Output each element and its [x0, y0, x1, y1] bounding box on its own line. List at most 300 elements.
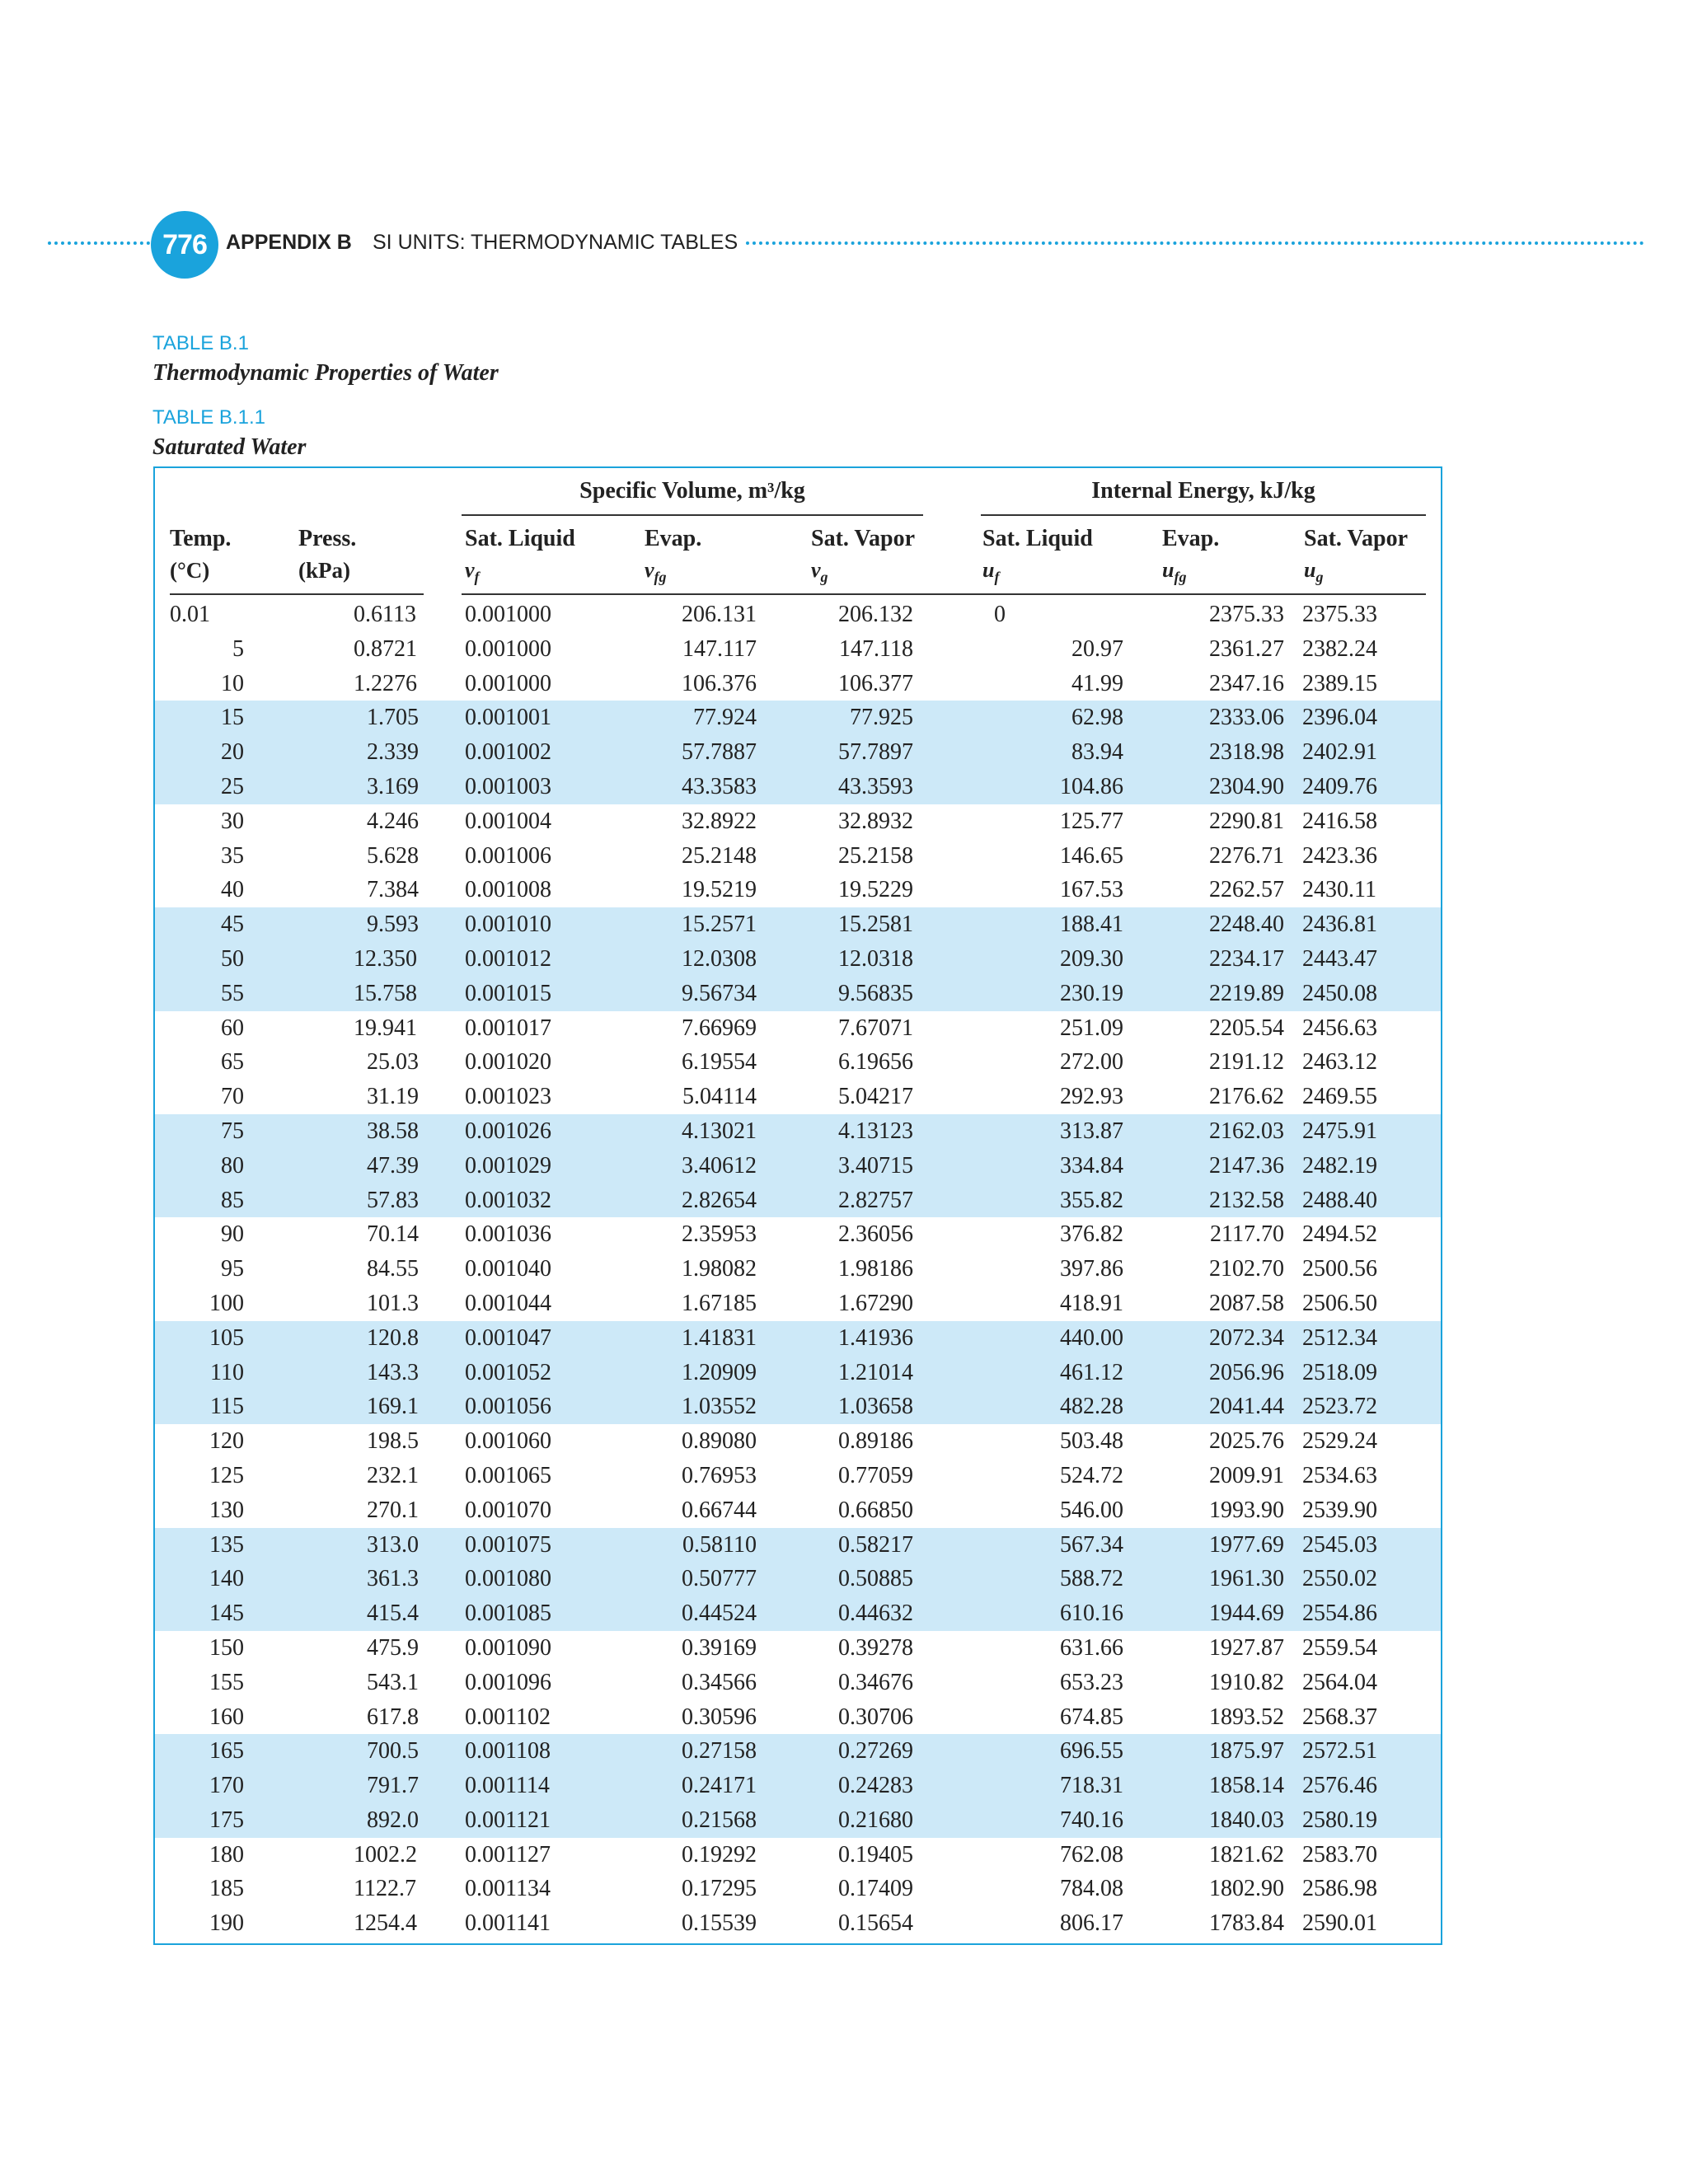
cell-uf: 334.84	[1060, 1152, 1123, 1179]
cell-ug: 2550.02	[1302, 1566, 1377, 1592]
cell-vg: 6.19656	[838, 1049, 913, 1076]
cell-uf: 41.99	[1071, 670, 1123, 696]
cell-vg: 0.58217	[838, 1531, 913, 1558]
table-row	[155, 1528, 1441, 1563]
cell-temp: 95	[221, 1256, 244, 1282]
header-rule-right	[462, 593, 1426, 595]
cell-vf: 0.001000	[465, 602, 551, 627]
cell-press: 9.593	[367, 912, 419, 938]
cell-vf: 0.001003	[465, 773, 551, 799]
header-rule-left	[170, 593, 424, 595]
cell-ug: 2450.08	[1302, 980, 1377, 1006]
cell-temp: 35	[221, 842, 244, 869]
cell-vg: 0.17409	[838, 1876, 913, 1902]
cell-temp: 40	[221, 877, 244, 903]
cell-vf: 0.001010	[465, 912, 551, 938]
cell-ufg: 2290.81	[1209, 808, 1284, 834]
table-row	[155, 1011, 1441, 1046]
cell-temp: 30	[221, 808, 244, 834]
cell-uf: 272.00	[1060, 1049, 1123, 1076]
cell-vg: 0.39278	[838, 1634, 913, 1661]
cell-vfg: 106.376	[682, 670, 757, 696]
cell-uf: 376.82	[1060, 1221, 1123, 1248]
cell-vg: 0.21680	[838, 1807, 913, 1833]
cell-ufg: 2132.58	[1209, 1187, 1284, 1213]
cell-ug: 2475.91	[1302, 1118, 1377, 1144]
cell-vf: 0.001070	[465, 1497, 551, 1523]
table-label: TABLE B.1	[152, 332, 249, 354]
table-row	[155, 1149, 1441, 1183]
col-symbol-vfg: $v_{fg}$	[645, 558, 667, 586]
cell-vg: 1.67290	[838, 1290, 913, 1316]
cell-vg: 106.377	[838, 670, 913, 696]
header-dots-right	[746, 241, 1644, 245]
table-row	[155, 873, 1441, 907]
cell-vfg: 12.0308	[682, 945, 757, 972]
section-title: SI UNITS: THERMODYNAMIC TABLES	[373, 231, 738, 254]
cell-uf: 440.00	[1060, 1324, 1123, 1351]
cell-temp: 45	[221, 912, 244, 938]
table-row	[155, 1459, 1441, 1493]
cell-vf: 0.001085	[465, 1601, 551, 1627]
cell-press: 475.9	[367, 1634, 419, 1661]
table-row	[155, 1803, 1441, 1838]
cell-temp: 185	[209, 1876, 244, 1902]
cell-vg: 12.0318	[838, 945, 913, 972]
cell-ufg: 1993.90	[1209, 1497, 1284, 1523]
cell-vg: 15.2581	[838, 912, 913, 938]
cell-vg: 1.21014	[838, 1359, 913, 1385]
cell-press: 0.6113	[354, 602, 416, 627]
cell-ufg: 1858.14	[1209, 1773, 1284, 1799]
cell-uf: 83.94	[1071, 739, 1123, 766]
cell-vg: 57.7897	[838, 739, 913, 766]
cell-temp: 125	[209, 1462, 244, 1488]
cell-ufg: 2262.57	[1209, 877, 1284, 903]
cell-uf: 610.16	[1060, 1601, 1123, 1627]
cell-uf: 355.82	[1060, 1187, 1123, 1213]
table-row	[155, 804, 1441, 839]
cell-ug: 2423.36	[1302, 842, 1377, 869]
cell-ufg: 1802.90	[1209, 1876, 1284, 1902]
table-row	[155, 1390, 1441, 1424]
cell-press: 1254.4	[354, 1910, 417, 1937]
cell-ug: 2430.11	[1302, 877, 1376, 903]
cell-ug: 2534.63	[1302, 1462, 1377, 1488]
cell-press: 169.1	[367, 1394, 419, 1420]
cell-press: 25.03	[367, 1049, 419, 1076]
cell-temp: 150	[209, 1634, 244, 1661]
cell-ug: 2590.01	[1302, 1910, 1377, 1937]
cell-ufg: 2234.17	[1209, 945, 1284, 972]
cell-vfg: 2.82654	[682, 1187, 757, 1213]
cell-press: 1122.7	[354, 1876, 416, 1902]
table-body	[155, 598, 1441, 1941]
cell-ufg: 2072.34	[1209, 1324, 1284, 1351]
cell-vg: 4.13123	[838, 1118, 913, 1144]
cell-temp: 175	[209, 1807, 244, 1833]
cell-uf: 806.17	[1060, 1910, 1123, 1937]
cell-vfg: 19.5219	[682, 877, 757, 903]
cell-ug: 2375.33	[1302, 602, 1377, 627]
page-number-badge: 776	[151, 211, 218, 279]
cell-ug: 2523.72	[1302, 1394, 1377, 1420]
cell-press: 7.384	[367, 877, 419, 903]
cell-uf: 20.97	[1071, 635, 1123, 662]
cell-vf: 0.001114	[465, 1773, 550, 1799]
cell-ug: 2583.70	[1302, 1841, 1377, 1868]
cell-temp: 170	[209, 1773, 244, 1799]
table-row	[155, 1838, 1441, 1872]
cell-vf: 0.001026	[465, 1118, 551, 1144]
cell-uf: 0	[994, 602, 1006, 627]
cell-vfg: 0.89080	[682, 1428, 757, 1455]
cell-ufg: 2205.54	[1209, 1015, 1284, 1041]
cell-vf: 0.001000	[465, 635, 551, 662]
table-row	[155, 1596, 1441, 1631]
cell-uf: 251.09	[1060, 1015, 1123, 1041]
cell-ug: 2559.54	[1302, 1634, 1377, 1661]
cell-temp: 100	[209, 1290, 244, 1316]
cell-vf: 0.001002	[465, 739, 551, 766]
cell-uf: 696.55	[1060, 1738, 1123, 1765]
cell-ug: 2463.12	[1302, 1049, 1377, 1076]
cell-press: 84.55	[367, 1256, 419, 1282]
cell-temp: 180	[209, 1841, 244, 1868]
cell-ug: 2409.76	[1302, 773, 1377, 799]
cell-uf: 784.08	[1060, 1876, 1123, 1902]
cell-vg: 0.24283	[838, 1773, 913, 1799]
group-header-internal-energy: Internal Energy, kJ/kg	[1091, 478, 1315, 504]
cell-vfg: 147.117	[682, 635, 757, 662]
cell-press: 415.4	[367, 1601, 419, 1627]
cell-vfg: 6.19554	[682, 1049, 757, 1076]
cell-ug: 2529.24	[1302, 1428, 1377, 1455]
cell-temp: 155	[209, 1669, 244, 1695]
cell-vf: 0.001056	[465, 1394, 551, 1420]
table-row	[155, 977, 1441, 1011]
table-row	[155, 907, 1441, 942]
cell-vf: 0.001001	[465, 705, 551, 731]
table-row	[155, 632, 1441, 667]
cell-temp: 140	[209, 1566, 244, 1592]
cell-press: 120.8	[367, 1324, 419, 1351]
cell-uf: 631.66	[1060, 1634, 1123, 1661]
cell-ug: 2396.04	[1302, 705, 1377, 731]
cell-temp: 115	[210, 1394, 244, 1420]
group-header-specific-volume: Specific Volume, m³/kg	[579, 478, 805, 504]
cell-temp: 80	[221, 1152, 244, 1179]
cell-vfg: 0.39169	[682, 1634, 757, 1661]
cell-temp: 120	[209, 1428, 244, 1455]
table-row	[155, 1183, 1441, 1218]
cell-temp: 55	[221, 980, 244, 1006]
cell-temp: 135	[209, 1531, 244, 1558]
cell-temp: 70	[221, 1084, 244, 1110]
table-row	[155, 1700, 1441, 1735]
cell-press: 19.941	[354, 1015, 417, 1041]
table-row	[155, 839, 1441, 874]
table-row	[155, 598, 1441, 632]
cell-vf: 0.001036	[465, 1221, 551, 1248]
cell-vf: 0.001040	[465, 1256, 551, 1282]
cell-vfg: 57.7887	[682, 739, 757, 766]
appendix-label: APPENDIX B	[226, 231, 352, 254]
cell-vfg: 0.34566	[682, 1669, 757, 1695]
cell-vg: 5.04217	[838, 1084, 913, 1110]
cell-ufg: 1961.30	[1209, 1566, 1284, 1592]
cell-ug: 2500.56	[1302, 1256, 1377, 1282]
cell-temp: 50	[221, 945, 244, 972]
cell-uf: 482.28	[1060, 1394, 1123, 1420]
cell-temp: 10	[221, 670, 244, 696]
cell-press: 2.339	[367, 739, 419, 766]
cell-vg: 1.03658	[838, 1394, 913, 1420]
cell-press: 12.350	[354, 945, 417, 972]
cell-press: 198.5	[367, 1428, 419, 1455]
cell-ug: 2443.47	[1302, 945, 1377, 972]
group-rule-specific-volume	[462, 514, 923, 516]
table-row	[155, 1080, 1441, 1114]
cell-ufg: 2056.96	[1209, 1359, 1284, 1385]
cell-vg: 1.98186	[838, 1256, 913, 1282]
cell-vf: 0.001015	[465, 980, 551, 1006]
cell-press: 791.7	[367, 1773, 419, 1799]
cell-vfg: 1.67185	[682, 1290, 757, 1316]
cell-ug: 2494.52	[1302, 1221, 1377, 1248]
cell-uf: 546.00	[1060, 1497, 1123, 1523]
table-row	[155, 1562, 1441, 1596]
cell-vfg: 1.41831	[682, 1324, 757, 1351]
cell-ug: 2389.15	[1302, 670, 1377, 696]
cell-uf: 718.31	[1060, 1773, 1123, 1799]
cell-ufg: 2361.27	[1209, 635, 1284, 662]
cell-ufg: 2248.40	[1209, 912, 1284, 938]
cell-ufg: 2087.58	[1209, 1290, 1284, 1316]
cell-vf: 0.001075	[465, 1531, 551, 1558]
cell-temp: 165	[209, 1738, 244, 1765]
cell-vf: 0.001032	[465, 1187, 551, 1213]
cell-vg: 0.15654	[838, 1910, 913, 1937]
cell-ufg: 2176.62	[1209, 1084, 1284, 1110]
cell-vg: 2.36056	[838, 1221, 913, 1248]
cell-vfg: 2.35953	[682, 1221, 757, 1248]
table-row	[155, 1321, 1441, 1356]
cell-vfg: 0.27158	[682, 1738, 757, 1765]
subtable-title: Saturated Water	[152, 434, 307, 460]
table-row	[155, 1906, 1441, 1941]
cell-ufg: 1944.69	[1209, 1601, 1284, 1627]
cell-press: 38.58	[367, 1118, 419, 1144]
cell-temp: 105	[209, 1324, 244, 1351]
cell-ug: 2572.51	[1302, 1738, 1377, 1765]
cell-ug: 2545.03	[1302, 1531, 1377, 1558]
cell-vfg: 206.131	[682, 602, 757, 627]
cell-press: 313.0	[367, 1531, 419, 1558]
cell-vf: 0.001102	[465, 1704, 551, 1730]
col-header-temp: Temp.	[170, 526, 232, 551]
cell-uf: 146.65	[1060, 842, 1123, 869]
cell-vf: 0.001080	[465, 1566, 551, 1592]
cell-uf: 167.53	[1060, 877, 1123, 903]
table-row	[155, 942, 1441, 977]
cell-vg: 2.82757	[838, 1187, 913, 1213]
cell-ug: 2506.50	[1302, 1290, 1377, 1316]
cell-vf: 0.001044	[465, 1290, 551, 1316]
cell-uf: 125.77	[1060, 808, 1123, 834]
cell-temp: 85	[221, 1187, 244, 1213]
cell-press: 1.2276	[354, 670, 417, 696]
col-symbol-ug: $u_g$	[1304, 558, 1324, 586]
cell-temp: 0.01	[170, 602, 210, 627]
table-title: Thermodynamic Properties of Water	[152, 360, 499, 386]
cell-ug: 2416.58	[1302, 808, 1377, 834]
col-unit-temp: (°C)	[170, 558, 210, 583]
cell-ug: 2482.19	[1302, 1152, 1377, 1179]
cell-ufg: 2304.90	[1209, 773, 1284, 799]
cell-vfg: 0.30596	[682, 1704, 757, 1730]
cell-ug: 2512.34	[1302, 1324, 1377, 1351]
col-symbol-ufg: $u_{fg}$	[1162, 558, 1187, 586]
cell-vg: 0.27269	[838, 1738, 913, 1765]
cell-temp: 15	[221, 705, 244, 731]
cell-vf: 0.001090	[465, 1634, 551, 1661]
cell-vfg: 4.13021	[682, 1118, 757, 1144]
table-row	[155, 1356, 1441, 1390]
cell-ufg: 1875.97	[1209, 1738, 1284, 1765]
table-row	[155, 1666, 1441, 1700]
cell-press: 700.5	[367, 1738, 419, 1765]
cell-vfg: 0.58110	[682, 1531, 757, 1558]
cell-vg: 0.89186	[838, 1428, 913, 1455]
table-row	[155, 701, 1441, 735]
cell-press: 5.628	[367, 842, 419, 869]
cell-temp: 160	[209, 1704, 244, 1730]
cell-vfg: 0.21568	[682, 1807, 757, 1833]
cell-ug: 2568.37	[1302, 1704, 1377, 1730]
cell-uf: 418.91	[1060, 1290, 1123, 1316]
cell-temp: 25	[221, 773, 244, 799]
cell-temp: 75	[221, 1118, 244, 1144]
cell-ufg: 2117.70	[1210, 1221, 1284, 1248]
cell-vfg: 1.20909	[682, 1359, 757, 1385]
cell-press: 1.705	[367, 705, 419, 731]
cell-press: 361.3	[367, 1566, 419, 1592]
table-row	[155, 1252, 1441, 1286]
cell-ufg: 2162.03	[1209, 1118, 1284, 1144]
cell-ufg: 2375.33	[1209, 602, 1284, 627]
cell-ug: 2382.24	[1302, 635, 1377, 662]
cell-ug: 2456.63	[1302, 1015, 1377, 1041]
cell-temp: 145	[209, 1601, 244, 1627]
cell-vf: 0.001134	[465, 1876, 551, 1902]
cell-vg: 0.34676	[838, 1669, 913, 1695]
cell-vf: 0.001017	[465, 1015, 551, 1041]
cell-vfg: 0.44524	[682, 1601, 757, 1627]
cell-temp: 130	[209, 1497, 244, 1523]
cell-vf: 0.001127	[465, 1841, 551, 1868]
table-row	[155, 1424, 1441, 1459]
col-symbol-uf: $u_f$	[982, 558, 1000, 586]
cell-vg: 147.118	[839, 635, 913, 662]
cell-ufg: 1927.87	[1209, 1634, 1284, 1661]
cell-temp: 20	[221, 739, 244, 766]
cell-uf: 104.86	[1060, 773, 1123, 799]
cell-uf: 292.93	[1060, 1084, 1123, 1110]
cell-ufg: 2147.36	[1209, 1152, 1284, 1179]
cell-uf: 397.86	[1060, 1256, 1123, 1282]
col-header-vf: Sat. Liquid	[465, 526, 575, 551]
cell-vfg: 1.98082	[682, 1256, 757, 1282]
col-header-vfg: Evap.	[645, 526, 702, 551]
cell-vfg: 25.2148	[682, 842, 757, 869]
cell-vf: 0.001065	[465, 1462, 551, 1488]
cell-vfg: 0.50777	[682, 1566, 757, 1592]
table-row	[155, 770, 1441, 804]
cell-vg: 1.41936	[838, 1324, 913, 1351]
subtable-label: TABLE B.1.1	[152, 406, 265, 429]
cell-ufg: 1977.69	[1209, 1531, 1284, 1558]
cell-ug: 2518.09	[1302, 1359, 1377, 1385]
cell-ufg: 1910.82	[1209, 1669, 1284, 1695]
cell-vg: 0.77059	[838, 1462, 913, 1488]
cell-ug: 2554.86	[1302, 1601, 1377, 1627]
cell-press: 15.758	[354, 980, 417, 1006]
cell-vfg: 0.15539	[682, 1910, 757, 1937]
table-row	[155, 1114, 1441, 1149]
cell-ug: 2469.55	[1302, 1084, 1377, 1110]
cell-vf: 0.001004	[465, 808, 551, 834]
cell-uf: 188.41	[1060, 912, 1123, 938]
cell-vg: 3.40715	[838, 1152, 913, 1179]
cell-uf: 313.87	[1060, 1118, 1123, 1144]
cell-temp: 110	[210, 1359, 244, 1385]
cell-uf: 740.16	[1060, 1807, 1123, 1833]
cell-ufg: 2009.91	[1209, 1462, 1284, 1488]
cell-vf: 0.001029	[465, 1152, 551, 1179]
cell-uf: 461.12	[1060, 1359, 1123, 1385]
cell-press: 270.1	[367, 1497, 419, 1523]
cell-vfg: 0.24171	[682, 1773, 757, 1799]
cell-uf: 653.23	[1060, 1669, 1123, 1695]
cell-ug: 2436.81	[1302, 912, 1377, 938]
table-row	[155, 1734, 1441, 1769]
cell-vf: 0.001006	[465, 842, 551, 869]
cell-vfg: 15.2571	[682, 912, 757, 938]
cell-vf: 0.001020	[465, 1049, 551, 1076]
cell-press: 892.0	[367, 1807, 419, 1833]
cell-vfg: 3.40612	[682, 1152, 757, 1179]
cell-press: 543.1	[367, 1669, 419, 1695]
cell-uf: 762.08	[1060, 1841, 1123, 1868]
cell-vg: 0.50885	[838, 1566, 913, 1592]
cell-vfg: 0.66744	[682, 1497, 757, 1523]
header-dots-left	[48, 241, 157, 245]
cell-ufg: 2191.12	[1209, 1049, 1284, 1076]
cell-uf: 567.34	[1060, 1531, 1123, 1558]
cell-vg: 0.44632	[838, 1601, 913, 1627]
cell-vg: 32.8932	[838, 808, 913, 834]
cell-ug: 2539.90	[1302, 1497, 1377, 1523]
cell-press: 70.14	[367, 1221, 419, 1248]
cell-ufg: 2102.70	[1209, 1256, 1284, 1282]
col-header-press: Press.	[298, 526, 357, 551]
cell-temp: 60	[221, 1015, 244, 1041]
cell-vfg: 32.8922	[682, 808, 757, 834]
cell-ufg: 1840.03	[1209, 1807, 1284, 1833]
cell-vfg: 1.03552	[682, 1394, 757, 1420]
cell-press: 143.3	[367, 1359, 419, 1385]
